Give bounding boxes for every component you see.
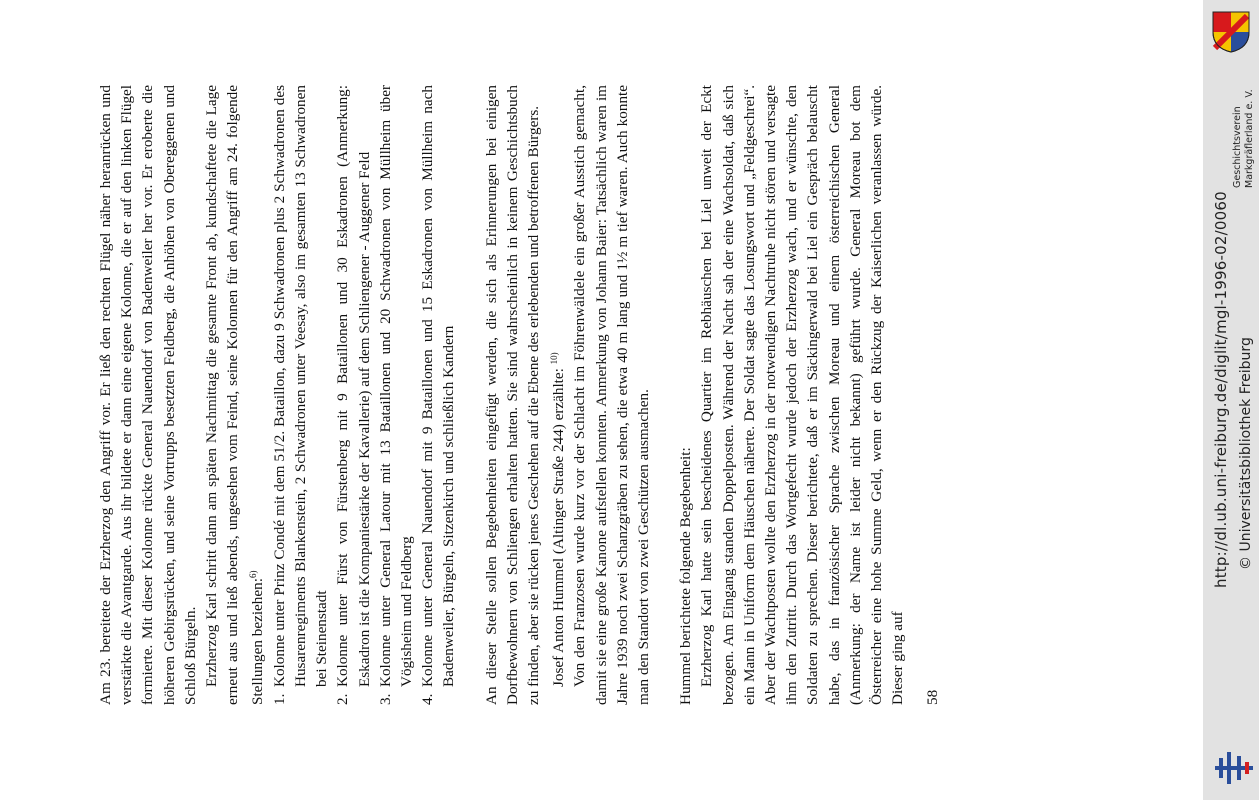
paragraph-3: An dieser Stelle sollen Begebenheiten eingefügt werden, die sich als Erinnerungen bei einigen Dorfbewohnern von Schliengen erhalten hatten. Sie sind wahrscheinlich in keinem Geschichtsbuch zu finden, aber sie rücken jenes Geschehen auf die Ebene des erlebenden und betroffenen Bürgers. [482,85,542,705]
society-name: Geschichtsverein Markgräflerland e. V. [1232,89,1255,188]
list-item: 2. Kolonne unter Fürst von Fürstenberg mit 9 Bataillonen und 30 Eskadronen (Anmerkung: Eskadron ist die Kompaniestärke der Kavallerie) auf dem Schliengener - Auggener Feld [334,85,373,705]
paragraph-5: Von den Franzosen wurde kurz vor der Schlacht im Föhrenwäldele ein großer Ausstich gemacht, damit sie eine große Kanone aufstellen konnten. Anmerkung von Johann Baier: Tatsächlich waren im Jahre 1939 noch zwei Schanzgräben zu sehen, die etwa 40 m lang und 1½ m tief waren. Auch konnte man den Standort von zwei Geschützen ausmachen. [571,85,652,705]
paragraph-1: Am 23. bereitete der Erzherzog den Angriff vor. Er ließ den rechten Flügel näher heranrücken und verstärkte die Avantgarde. Aus ihr bildete er dann eine eigene Kolonne, die er auf den linken Flügel formierte. Mit dieser Kolonne rückte General Nauendorf von Badenweiler her vor. Er eroberte die höheren Gebirgsrücken, und seine Vortrupps besetzten Feldberg, die Anhöhen von Obereggenen und Schloß Bürgeln. [97,85,199,705]
source-url-link[interactable]: http://dl.ub.uni-freiburg.de/diglit/mgl-1996-02/0060 [1212,191,1230,588]
ub-freiburg-logo-icon [1213,748,1255,788]
page-number: 58 [924,689,942,705]
paragraph-2: Erzherzog Karl schritt dann am späten Nachmittag die gesamte Front ab, kundschaftete die Lage erneut aus und ließ abends, ungesehen vom Feind, seine Kolonnen für den Angriff am 24. folgende Stellungen beziehen:$^{6)}$ [203,85,267,705]
list-item: 3. Kolonne unter General Latour mit 13 Bataillonen und 20 Schwadronen von Müllheim über Vögisheim und Feldberg [376,85,415,705]
paragraph-4: Josef Anton Hummel (Altinger Straße 244) erzählte: $^{10)}$ [549,352,568,687]
paragraph-6: Hummel berichtete folgende Begebenheit: [677,447,695,705]
copyright-text: © Universitätsbibliothek Freiburg [1238,337,1254,570]
list-item: 4. Kolonne unter General Nauendorf mit 9 Bataillonen und 15 Eskadronen von Müllheim nach Badenweiler, Bürgeln, Sitzenkirch und schließlich Kandern [419,85,458,705]
list-item: 1. Kolonne unter Prinz Condé mit dem 51/2. Bataillon, dazu 9 Schwadronen plus 2 Schwadronen des Husarenregiments Blankenstein, 2 Schwadronen unter Veesay, also im gesamten 13 Schwadronen bei Steinenstadt [270,85,331,705]
column-list [269,85,460,705]
paragraph-7: Erzherzog Karl hatte sein bescheidenes Quartier im Rebhäuschen bei Liel unweit der Eckt bezogen. Am Eingang standen Doppelposten. Während der Nacht sah der eine Wachsoldat, daß sich ein Mann in Uniform dem Häuschen näherte. Der Soldat sagte das Losungswort und „Feldgeschrei“. Aber der Wachtposten wollte den Erzherzog in der notwendigen Nachtruhe nicht stören und versagte ihm den Zutritt. Durch das Wortgefecht wurde jedoch der Erzherzog wach, und er wünschte, den Soldaten zu sprechen. Dieser berichtete, daß er im Säckingerwald bei Liel ein Gespräch belauscht habe, das in französischer Sprache zwischen Moreau und einem österreichischen General (Anmerkung: der Name ist leider nicht bekannt) geführt wurde. General Moreau bot dem Österreicher eine hohe Summe Geld, wenn er den Rückzug der Kaiserlichen veranlassen würde. Dieser ging auf [698,85,907,705]
coat-of-arms-icon [1209,8,1253,54]
